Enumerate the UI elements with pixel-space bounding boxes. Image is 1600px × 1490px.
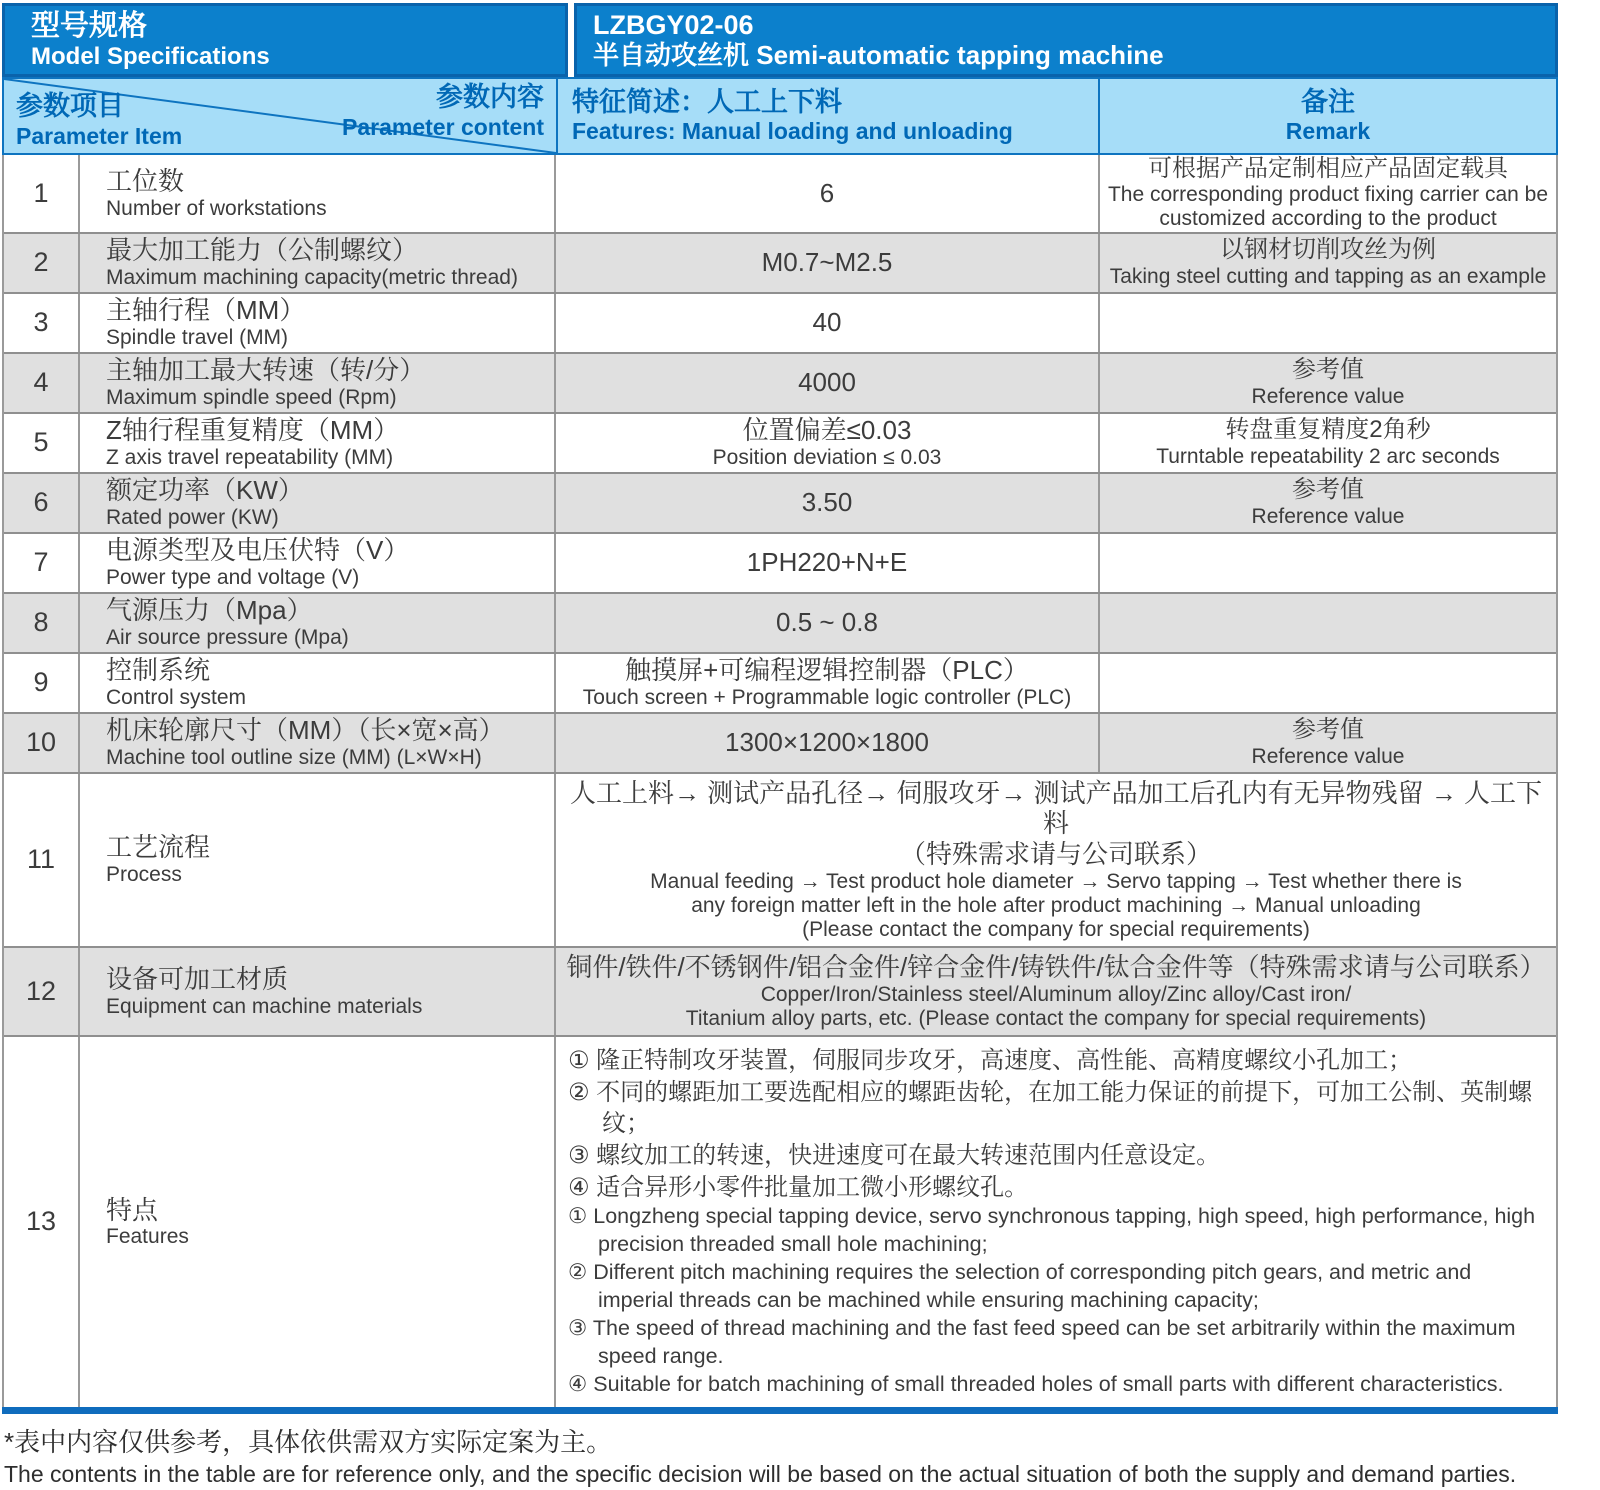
param-value-cell: 4000	[556, 354, 1100, 412]
table-row-process	[4, 772, 1556, 946]
footnote	[4, 1426, 1558, 1490]
table-row	[4, 652, 1556, 712]
row-number: 11	[4, 774, 80, 946]
model-spec-label-en: Model Specifications	[31, 42, 270, 70]
row-number: 3	[4, 294, 80, 352]
features-list-cell	[556, 1037, 1556, 1407]
param-name-cell: 电源类型及电压伏特（V） Power type and voltage (V)	[80, 534, 556, 592]
remark-cell	[1100, 594, 1556, 652]
remark-cell	[1100, 654, 1556, 712]
table-row	[4, 592, 1556, 652]
param-diagonal-cell	[2, 77, 558, 155]
feature-item-en: ④ Suitable for batch machining of small threaded holes of small parts with different characteristics.	[568, 1371, 1504, 1396]
param-name-cell: 工艺流程 Process	[80, 774, 556, 946]
param-name-cell: 最大加工能力（公制螺纹） Maximum machining capacity(metric thread)	[80, 234, 556, 292]
param-name-cell: 主轴行程（MM） Spindle travel (MM)	[80, 294, 556, 352]
row-number: 6	[4, 474, 80, 532]
remark-cell	[1100, 294, 1556, 352]
param-value-cell: 1PH220+N+E	[556, 534, 1100, 592]
features-header-cell: 特征简述：人工上下料 Features: Manual loading and unloading	[558, 77, 1100, 155]
remark-header-cell: 备注 Remark	[1100, 77, 1558, 155]
row-number: 12	[4, 948, 80, 1035]
remark-cell: 转盘重复精度2角秒 Turntable repeatability 2 arc seconds	[1156, 416, 1500, 468]
title-row	[2, 3, 1558, 77]
param-item-header: 参数项目 Parameter Item	[16, 91, 183, 149]
row-number: 7	[4, 534, 80, 592]
column-header-row	[2, 77, 1558, 155]
feature-item-cn: ③ 螺纹加工的转速，快进速度可在最大转速范围内任意设定。	[568, 1142, 1221, 1169]
table-row	[4, 232, 1556, 292]
feature-item-en: ② Different pitch machining requires the selection of corresponding pitch gears, and metric and imperial threads can be machined while ensuring machining capacity;	[568, 1260, 1472, 1313]
param-name-cell: 额定功率（KW） Rated power (KW)	[80, 474, 556, 532]
feature-item-cn: ④ 适合异形小零件批量加工微小形螺纹孔。	[568, 1173, 1029, 1201]
process-flow-cell: 人工上料→ 测试产品孔径→ 伺服攻牙→ 测试产品加工后孔内有无异物残留 → 人工下料 （特殊需求请与公司联系） Manual feeding → Test product hole diameter → Servo tapping → Test whether there is any foreign matter left in the hole after product machining → Manual unloading (Please contact the company for special requirements)	[569, 777, 1543, 941]
param-value-cell: 6	[556, 155, 1100, 232]
row-number: 9	[4, 654, 80, 712]
table-row-features	[4, 1035, 1556, 1407]
row-number: 2	[4, 234, 80, 292]
remark-cell: 可根据产品定制相应产品固定载具 The corresponding product fixing carrier can be customized according to the product	[1107, 155, 1549, 231]
table-row	[4, 352, 1556, 412]
table-row	[4, 412, 1556, 472]
param-value-cell: 40	[556, 294, 1100, 352]
param-content-header: 参数内容 Parameter content	[342, 82, 544, 140]
model-code: LZBGY02-06	[593, 9, 754, 40]
table-row-materials	[4, 946, 1556, 1035]
table-row	[4, 532, 1556, 592]
param-name-cell: 设备可加工材质 Equipment can machine materials	[80, 948, 556, 1035]
param-name-cell: 控制系统 Control system	[80, 654, 556, 712]
param-name-cell: 气源压力（Mpa） Air source pressure (Mpa)	[80, 594, 556, 652]
feature-item-en: ① Longzheng special tapping device, servo synchronous tapping, high speed, high performance, high precision threaded small hole machining;	[568, 1204, 1536, 1257]
param-value-cell: 触摸屏+可编程逻辑控制器（PLC） Touch screen + Programmable logic controller (PLC)	[556, 654, 1100, 712]
remark-cell: 参考值 Reference value	[1251, 356, 1405, 408]
param-name-cell: 特点 Features	[80, 1037, 556, 1407]
remark-cell	[1100, 534, 1556, 592]
remark-cell: 参考值 Reference value	[1251, 716, 1405, 768]
table-row	[4, 155, 1556, 232]
footnote-cn: *表中内容仅供参考，具体依供需双方实际定案为主。	[4, 1426, 613, 1457]
feature-item-cn: ① 隆正特制攻牙装置，伺服同步攻牙，高速度、高性能、高精度螺纹小孔加工；	[568, 1046, 1413, 1074]
param-name-cell: 机床轮廓尺寸（MM）（长×宽×高） Machine tool outline size (MM) (L×W×H)	[80, 714, 556, 772]
remark-cell: 以钢材切削攻丝为例 Taking steel cutting and tapping as an example	[1109, 236, 1547, 288]
param-value-cell: 1300×1200×1800	[556, 714, 1100, 772]
table-row	[4, 472, 1556, 532]
spec-sheet	[2, 3, 1558, 1490]
table-row	[4, 712, 1556, 772]
spec-table-body	[2, 155, 1558, 1407]
param-value-cell: 位置偏差≤0.03 Position deviation ≤ 0.03	[556, 414, 1100, 472]
footnote-en: The contents in the table are for reference only, and the specific decision will be based on the actual situation of both the supply and demand parties.	[4, 1460, 1517, 1487]
row-number: 4	[4, 354, 80, 412]
row-number: 8	[4, 594, 80, 652]
materials-cell: 铜件/铁件/不锈钢件/铝合金件/锌合金件/铸铁件/钛合金件等（特殊需求请与公司联系） Copper/Iron/Stainless steel/Aluminum alloy/Zinc alloy/Cast iron/ Titanium alloy parts, etc. (Please contact the company for special requirements)	[566, 952, 1546, 1030]
param-value-cell: 0.5 ~ 0.8	[556, 594, 1100, 652]
model-name: 半自动攻丝机 Semi-automatic tapping machine	[593, 39, 1164, 70]
model-code-header-cell	[574, 3, 1558, 77]
param-name-cell: 主轴加工最大转速（转/分） Maximum spindle speed (Rpm)	[80, 354, 556, 412]
param-name-cell: 工位数 Number of workstations	[80, 155, 556, 232]
row-number: 13	[4, 1037, 80, 1407]
model-spec-label-cn: 型号规格	[31, 9, 148, 42]
bottom-blue-rule	[2, 1407, 1558, 1414]
table-row	[4, 292, 1556, 352]
param-value-cell: M0.7~M2.5	[556, 234, 1100, 292]
feature-item-en: ③ The speed of thread machining and the fast feed speed can be set arbitrarily within the maximum speed range.	[568, 1316, 1516, 1369]
remark-cell: 参考值 Reference value	[1251, 476, 1405, 528]
param-name-cell: Z轴行程重复精度（MM） Z axis travel repeatability (MM)	[80, 414, 556, 472]
row-number: 5	[4, 414, 80, 472]
feature-item-cn: ② 不同的螺距加工要选配相应的螺距齿轮，在加工能力保证的前提下，可加工公制、英制螺纹；	[568, 1078, 1533, 1138]
row-number: 1	[4, 155, 80, 232]
model-spec-header-cell	[2, 3, 568, 77]
param-value-cell: 3.50	[556, 474, 1100, 532]
row-number: 10	[4, 714, 80, 772]
